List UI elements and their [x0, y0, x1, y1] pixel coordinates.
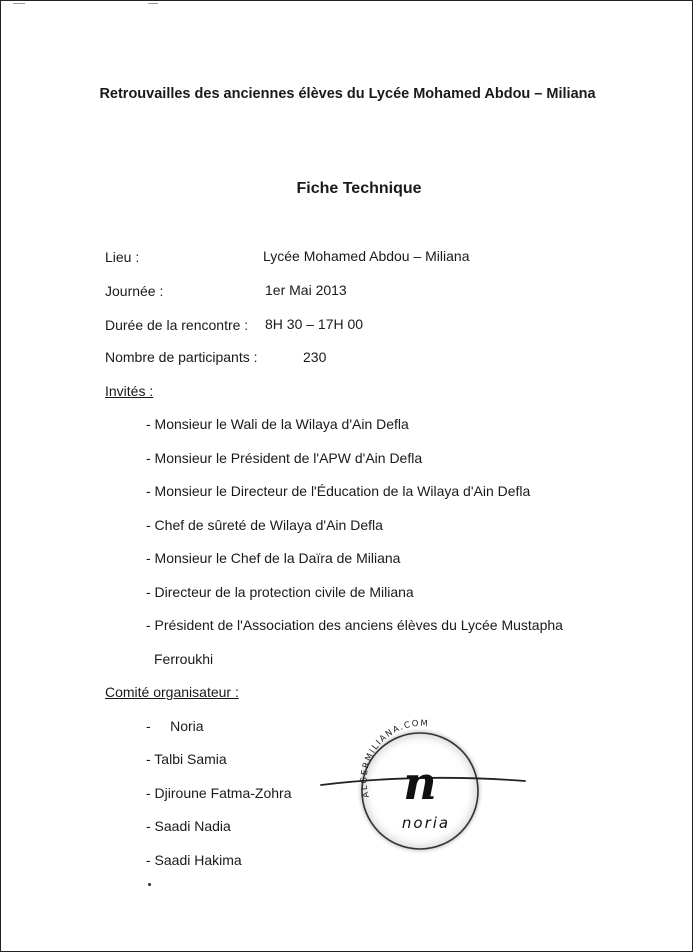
committee-member: - Talbi Samia — [146, 751, 227, 767]
event-title: Retrouvailles des anciennes élèves du Lycée Mohamed Abdou – Miliana — [99, 86, 596, 102]
field-label-lieu: Lieu : — [105, 249, 140, 265]
stray-mark — [148, 883, 151, 886]
noria-watermark-logo — [319, 713, 529, 858]
committee-member: - Saadi Nadia — [146, 818, 231, 834]
invite-item-continuation: Ferroukhi — [154, 651, 214, 667]
invite-item: - Monsieur le Wali de la Wilaya d'Ain Defla — [146, 416, 409, 432]
watermark-name: noria — [401, 814, 451, 832]
committee-member: - Noria — [146, 718, 204, 734]
field-value-participants: 230 — [303, 349, 327, 365]
committee-member: - Saadi Hakima — [146, 852, 242, 868]
field-value-journee: 1er Mai 2013 — [265, 282, 347, 298]
invites-heading: Invités : — [105, 383, 154, 399]
field-value-duree: 8H 30 – 17H 00 — [265, 316, 364, 332]
field-value-lieu: Lycée Mohamed Abdou – Miliana — [263, 248, 470, 264]
invite-item: - Monsieur le Président de l'APW d'Ain Defla — [146, 450, 423, 466]
invite-item: - Directeur de la protection civile de Miliana — [146, 584, 414, 600]
invite-item: - Monsieur le Chef de la Daïra de Miliana — [146, 550, 401, 566]
committee-member: - Djiroune Fatma-Zohra — [146, 785, 292, 801]
committee-heading: Comité organisateur : — [105, 684, 239, 700]
field-label-participants: Nombre de participants : — [105, 349, 258, 365]
invite-item: - Président de l'Association des anciens élèves du Lycée Mustapha — [146, 617, 563, 633]
scan-marks — [13, 3, 173, 5]
field-label-duree: Durée de la rencontre : — [105, 317, 249, 333]
field-label-journee: Journée : — [105, 283, 164, 299]
watermark-letter: n — [403, 756, 437, 810]
watermark-arc-text: ALGERMILIANA.COM — [359, 718, 430, 799]
invite-item: - Chef de sûreté de Wilaya d'Ain Defla — [146, 517, 383, 533]
document-title: Fiche Technique — [296, 180, 422, 197]
invite-item: - Monsieur le Directeur de l'Éducation de la Wilaya d'Ain Defla — [146, 483, 531, 499]
